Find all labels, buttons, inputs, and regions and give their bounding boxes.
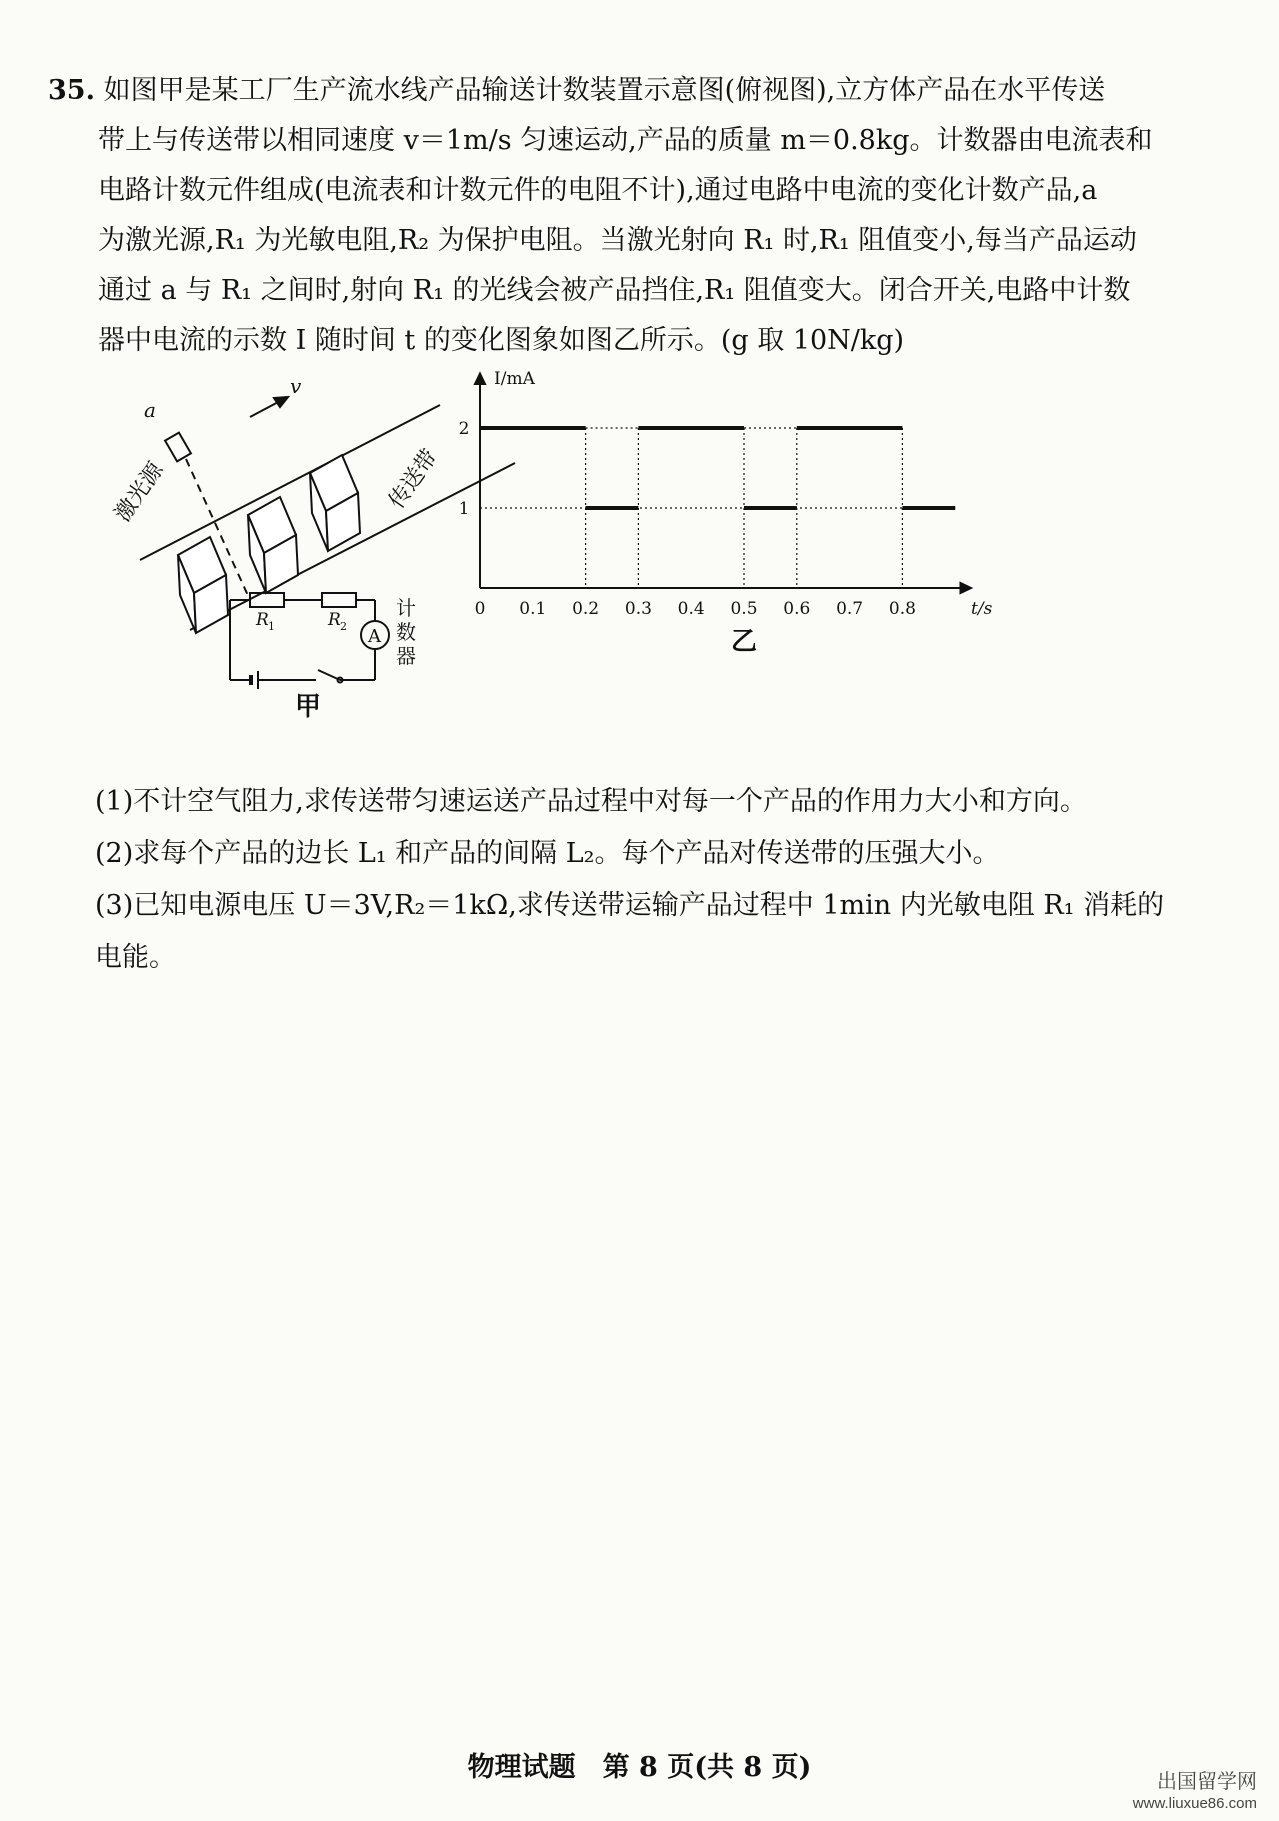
problem-line-2: 带上与传送带以相同速度 v＝1m/s 匀速运动,产品的质量 m＝0.8kg。计数器由电流表和 — [98, 125, 1153, 156]
label-counter-char: 计 — [396, 596, 416, 620]
resistor-r1 — [250, 593, 284, 607]
label-counter-char: 数 — [396, 620, 416, 644]
problem-line-1: 35. 如图甲是某工厂生产流水线产品输送计数装置示意图(俯视图),立方体产品在水平传送 — [48, 75, 1106, 106]
chart-series — [480, 428, 955, 508]
x-tick-label: 0 — [474, 599, 486, 619]
x-axis-label: t/s — [971, 599, 993, 619]
product-cube-1 — [178, 537, 228, 633]
x-axis-arrow-icon — [960, 583, 971, 593]
resistor-r2 — [322, 593, 356, 607]
problem-statement — [48, 66, 1233, 366]
y-axis-label: I/mA — [494, 369, 535, 389]
x-tick-label: 0.1 — [519, 599, 547, 619]
question-1: (1)不计空气阻力,求传送带匀速运送产品过程中对每一个产品的作用力大小和方向。 — [95, 786, 1087, 817]
watermark-name: 出国留学网 — [1157, 1771, 1257, 1793]
question-3-continued: 电能。 — [95, 942, 176, 973]
x-tick-label: 0.8 — [888, 599, 916, 619]
problem-line-4: 为激光源,R₁ 为光敏电阻,R₂ 为保护电阻。当激光射向 R₁ 时,R₁ 阻值变小,每当产品运动 — [98, 225, 1137, 256]
x-tick-label: 0.6 — [783, 599, 811, 619]
x-tick-label: 0.2 — [572, 599, 600, 619]
x-tick-label: 0.4 — [677, 599, 705, 619]
label-r1: R — [256, 610, 269, 630]
switch-icon — [318, 670, 340, 680]
chart-axes — [475, 374, 971, 593]
y-tick-label: 1 — [458, 499, 470, 519]
velocity-arrowhead-icon — [274, 397, 288, 407]
caption-yi: 乙 — [730, 627, 758, 657]
label-r1-sub: 1 — [268, 620, 275, 633]
question-3: (3)已知电源电压 U＝3V,R₂＝1kΩ,求传送带运输产品过程中 1min 内光敏电阻 R₁ 消耗的 — [95, 890, 1165, 921]
laser-source-icon — [165, 433, 191, 462]
diagram-jia-main — [110, 374, 515, 722]
x-tick-label: 0.5 — [730, 599, 758, 619]
problem-line-6: 器中电流的示数 I 随时间 t 的变化图象如图乙所示。(g 取 10N/kg) — [98, 325, 905, 356]
label-r2: R — [328, 610, 341, 630]
label-a: a — [144, 398, 156, 422]
y-axis-arrow-icon — [475, 374, 485, 384]
label-r2-sub: 2 — [340, 620, 347, 633]
product-cube-3 — [310, 455, 360, 551]
chart-guides — [480, 428, 955, 588]
x-tick-label: 0.3 — [624, 599, 652, 619]
site-watermark — [1133, 1771, 1257, 1815]
circuit — [230, 593, 416, 689]
product-cube-2 — [248, 497, 298, 593]
page-footer: 物理试题 第 8 页(共 8 页) — [467, 1752, 812, 1783]
label-ammeter: A — [368, 626, 381, 647]
x-tick-label: 0.7 — [836, 599, 864, 619]
question-2: (2)求每个产品的边长 L₁ 和产品的间隔 L₂。每个产品对传送带的压强大小。 — [95, 838, 1000, 869]
chart-yi — [459, 369, 993, 657]
problem-line-3: 电路计数元件组成(电流表和计数元件的电阻不计),通过电路中电流的变化计数产品,a — [98, 175, 1098, 206]
problem-line-5: 通过 a 与 R₁ 之间时,射向 R₁ 的光线会被产品挡住,R₁ 阻值变大。闭合开关,电路中计数 — [98, 275, 1131, 306]
sub-questions — [95, 776, 1235, 984]
figure-area — [110, 369, 1160, 770]
label-v: v — [290, 374, 302, 398]
problem-number: 35. — [48, 75, 95, 106]
label-laser-source: 激光源 — [110, 458, 169, 527]
label-counter-char: 器 — [396, 644, 416, 668]
watermark-url: www.liuxue86.com — [1132, 1795, 1257, 1812]
label-conveyor-belt: 传送带 — [384, 445, 443, 514]
caption-jia: 甲 — [295, 692, 322, 722]
y-tick-label: 2 — [458, 419, 470, 439]
